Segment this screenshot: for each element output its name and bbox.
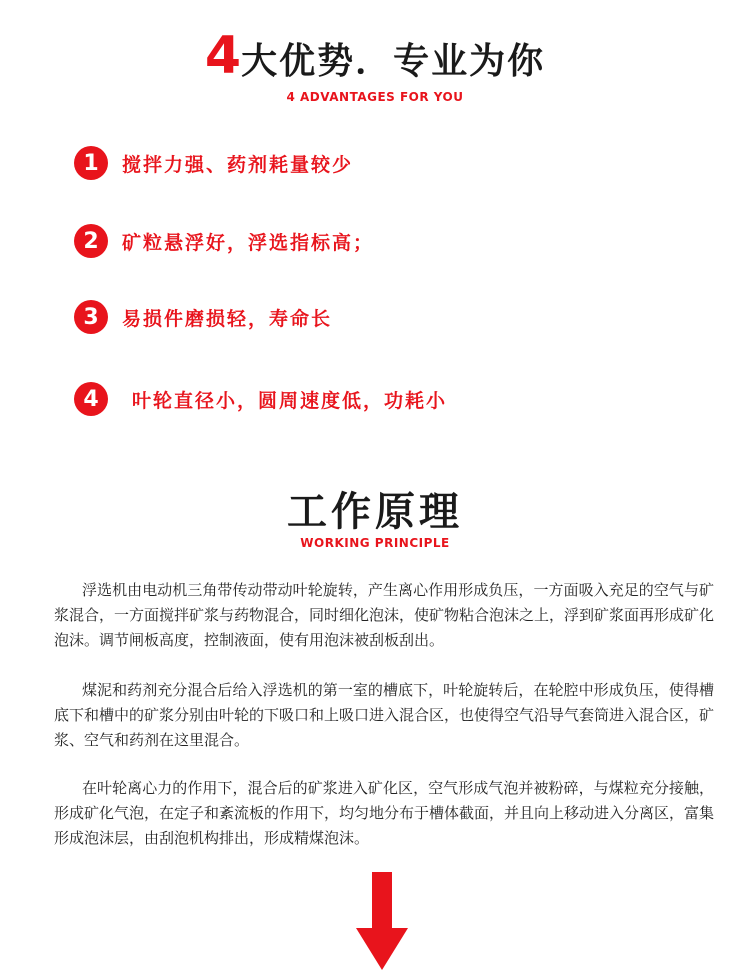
advantage-item-1 <box>74 146 353 180</box>
advantage-text: 易损件磨损轻，寿命长 <box>122 307 333 330</box>
header-subtitle: 4 ADVANTAGES FOR YOU <box>286 90 464 104</box>
header-number: 4 <box>204 26 242 86</box>
advantage-text: 搅拌力强、药剂耗量较少 <box>122 153 354 176</box>
advantage-text: 矿粒悬浮好，浮选指标高； <box>122 231 375 254</box>
down-arrow-icon <box>356 872 408 970</box>
advantage-item-4 <box>74 382 447 416</box>
principle-paragraph-1: 浮选机由电动机三角带传动带动叶轮旋转，产生离心作用形成负压，一方面吸入充足的空气与矿浆混合，一方面搅拌矿浆与药物混合，同时细化泡沫，使矿物粘合泡沫之上，浮到矿浆面再形成矿化泡沫。调节闸板高度，控制液面，使有用泡沫被刮板刮出。 <box>54 581 715 649</box>
advantage-item-3 <box>74 300 332 334</box>
header-title-text: 大优势．专业为你 <box>241 41 546 82</box>
principle-paragraph-2: 煤泥和药剂充分混合后给入浮选机的第一室的槽底下，叶轮旋转后，在轮腔中形成负压，使得槽底下和槽中的矿浆分别由叶轮的下吸口和上吸口进入混合区，也使得空气沿导气套筒进入混合区，矿浆、空气和药剂在这里混合。 <box>54 681 715 749</box>
advantage-number-badge: 3 <box>74 300 108 334</box>
principle-subtitle: WORKING PRINCIPLE <box>300 536 450 550</box>
principle-title: 工作原理 <box>287 489 463 535</box>
advantage-item-2 <box>74 224 374 258</box>
advantage-number-badge: 4 <box>74 382 108 416</box>
principle-paragraph-3: 在叶轮离心力的作用下，混合后的矿浆进入矿化区，空气形成气泡并被粉碎，与煤粒充分接触，形成矿化气泡，在定子和紊流板的作用下，均匀地分布于槽体截面，并且向上移动进入分离区，富集形成泡沫层，由刮泡机构排出，形成精煤泡沫。 <box>54 779 715 847</box>
advantage-number-badge: 1 <box>74 146 108 180</box>
advantage-number-badge: 2 <box>74 224 108 258</box>
advantage-text: 叶轮直径小，圆周速度低，功耗小 <box>132 389 448 412</box>
header-title <box>0 26 750 86</box>
